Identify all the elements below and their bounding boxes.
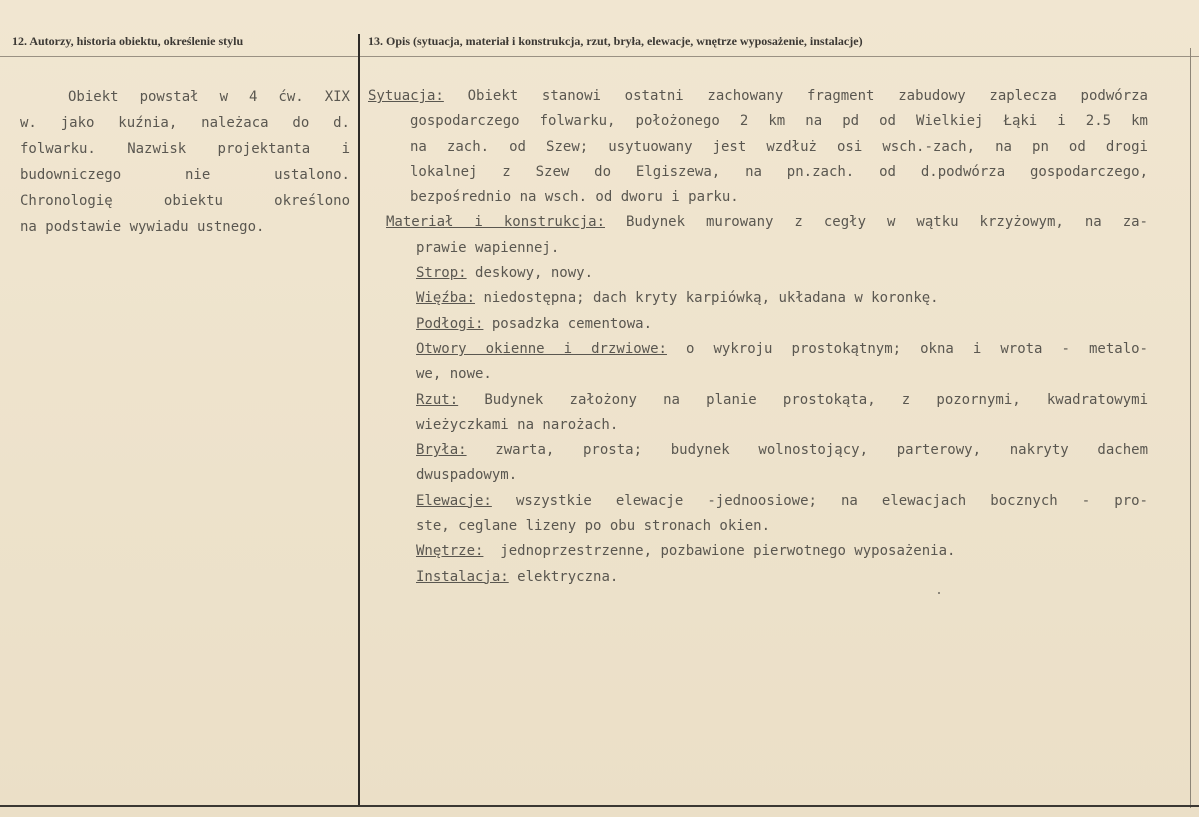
rzut-line [368,388,1148,413]
sytuacja-label: Sytuacja: [368,88,444,104]
wiezba-label: Więźba: [416,290,476,307]
otwory-label: Otwory okienne i drzwiowe: [416,340,667,357]
description-text [368,84,1148,590]
elewacje-line: ste, ceglane lizeny po obu stronach okien. [416,518,771,535]
left-line: na podstawie wywiadu ustnego. [20,219,265,235]
strop-text: deskowy, nowy. [475,265,594,282]
left-line: folwarku. Nazwisk projektanta i [20,141,350,157]
elewacje-label: Elewacje: [416,492,492,509]
section-12-header: 12. Autorzy, historia obiektu, określenie stylu [12,34,244,48]
otwory-line: we, nowe. [416,366,492,383]
section-13-header: 13. Opis (sytuacja, materiał i konstrukcja, rzut, bryła, elewacje, wnętrze wyposażenie, instalacje) [368,34,863,48]
bryla-text: zwarta, prosta; budynek wolnostojący, parterowy, nakryty dachem [495,442,1148,459]
podlogi-label: Podłogi: [416,315,484,332]
bottom-rule [0,805,1199,807]
left-line: Chronologię obiektu określono [20,193,350,209]
otwory-line [368,337,1148,362]
podlogi-text: posadzka cementowa. [491,315,653,332]
otwory-text: o wykroju prostokątnym; okna i wrota - metalo- [686,340,1148,357]
left-line: budowniczego nie ustalono. [20,167,350,183]
rzut-label: Rzut: [416,391,459,408]
column-divider [358,34,360,806]
material-text: Budynek murowany z cegły w wątku krzyżowym, na za- [626,214,1148,231]
sytuacja-text: Obiekt stanowi ostatni zachowany fragment zabudowy zaplecza podwórza [467,88,1148,104]
sytuacja-line: gospodarczego folwarku, położonego 2 km na pd od Wielkiej Łąki i 2.5 km [410,113,1148,130]
right-border [1190,48,1191,808]
instalacja-label: Instalacja: [416,568,509,585]
bryla-line [368,438,1148,463]
elewacje-text: wszystkie elewacje -jednoosiowe; na elewacjach bocznych - pro- [515,492,1148,509]
left-line: w. jako kuźnia, należaca do d. [20,115,350,131]
sytuacja-line: na zach. od Szew; usytuowany jest wzdłuż osi wsch.-zach, na pn od drogi [410,138,1148,155]
strop-line [368,261,1148,286]
strop-label: Strop: [416,265,467,282]
left-line: Obiekt powstał w 4 ćw. XIX [68,89,350,105]
instalacja-text: elektryczna. [517,568,619,585]
material-label: Materiał i konstrukcja: [386,214,605,231]
authors-history-text [20,84,350,240]
wnetrze-text: jednoprzestrzenne, pozbawione pierwotnego wyposażenia. [500,543,956,560]
elewacje-line [368,489,1148,514]
wiezba-text: niedostępna; dach kryty karpiówką, układana w koronkę. [483,290,939,307]
header-rule [0,56,1199,57]
ink-speck [938,592,940,594]
sytuacja-line [368,84,1148,109]
rzut-line: wieżyczkami na narożach. [416,416,619,433]
rzut-text: Budynek założony na planie prostokąta, z pozornymi, kwadratowymi [484,391,1149,408]
wnetrze-label: Wnętrze: [416,543,484,560]
material-line [368,210,1148,235]
material-line: prawie wapiennej. [416,239,560,256]
sytuacja-line: lokalnej z Szew do Elgiszewa, na pn.zach. od d.podwórza gospodarczego, [410,163,1148,180]
sytuacja-line: bezpośrednio na wsch. od dworu i parku. [410,189,739,206]
bryla-label: Bryła: [416,442,467,459]
instalacja-line [368,565,1148,590]
bryla-line: dwuspadowym. [416,467,518,484]
wnetrze-line [368,539,1148,564]
podlogi-line [368,312,1148,337]
wiezba-line [368,286,1148,311]
